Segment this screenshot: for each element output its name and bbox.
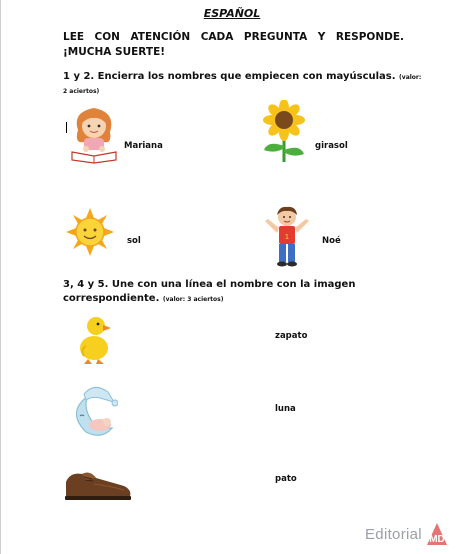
text-cursor	[66, 122, 67, 133]
page-title: ESPAÑOL	[203, 7, 261, 20]
label-mariana: Mariana	[124, 141, 163, 151]
question-3-5	[63, 278, 383, 307]
duck-icon	[74, 310, 112, 366]
svg-text:1: 1	[284, 233, 290, 241]
question-3-5-value: (valor: 3 aciertos)	[162, 296, 224, 303]
label-sol: sol	[127, 236, 141, 246]
sun-icon	[66, 208, 114, 256]
sunflower-icon	[258, 100, 310, 162]
boy-icon	[262, 205, 312, 269]
question-1-2-value: (valor: 2 aciertos)	[63, 74, 422, 95]
md-logo-icon	[424, 521, 450, 547]
shoe-icon	[64, 466, 132, 502]
question-1-2-text: 1 y 2. Encierra los nombres que empiecen con mayúsculas.	[63, 71, 396, 82]
girl-reading-icon	[68, 100, 120, 164]
word-zapato: zapato	[275, 331, 308, 341]
label-girasol: girasol	[315, 141, 348, 151]
logo-text: Editorial	[365, 525, 422, 543]
moon-icon	[70, 384, 118, 438]
editorial-logo	[365, 521, 450, 547]
word-luna: luna	[275, 404, 296, 414]
page-edge	[0, 0, 1, 554]
question-1-2	[63, 70, 423, 98]
logo-mark-text: MD	[429, 534, 445, 545]
question-3-5-text: 3, 4 y 5. Une con una línea el nombre con la imagen correspondiente.	[63, 279, 356, 304]
instructions: LEE CON ATENCIÓN CADA PREGUNTA Y RESPONDE. ¡MUCHA SUERTE!	[63, 31, 404, 58]
word-pato: pato	[275, 474, 297, 484]
label-noe: Noé	[322, 236, 341, 246]
